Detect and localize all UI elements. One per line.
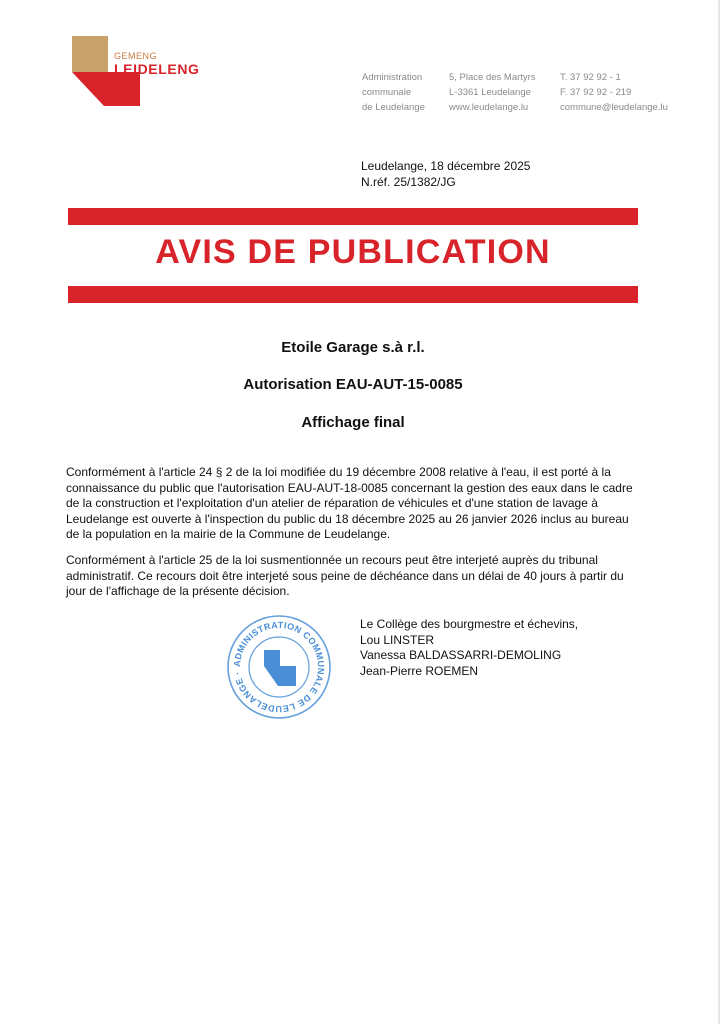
date-line: Leudelange, 18 décembre 2025 [361, 159, 531, 173]
body-paragraph-2: Conformément à l'article 25 de la loi susmentionnée un recours peut être interjeté auprès du tribunal administratif. Ce recours doit être interjeté sous peine de déchéance dans un délai de 40 jours à partir du jour de l'affichage de la présente décision. [66, 553, 624, 598]
banner-bar-top [68, 208, 638, 225]
date-reference-block [361, 158, 530, 190]
contact-phone-email [560, 70, 668, 115]
contact-line: de Leudelange [362, 102, 425, 113]
contact-administration [362, 70, 425, 115]
contact-fax: F. 37 92 92 - 219 [560, 87, 632, 98]
reference-line: N.réf. 25/1382/JG [361, 175, 456, 189]
contact-line: 5, Place des Martyrs [449, 72, 536, 83]
contact-phone: T. 37 92 92 - 1 [560, 72, 621, 83]
display-heading: Affichage final [301, 414, 405, 431]
signature-name: Vanessa BALDASSARRI-DEMOLING [360, 648, 562, 662]
commune-logo [72, 36, 242, 108]
contact-address [449, 70, 536, 115]
signature-name: Jean-Pierre ROEMEN [360, 663, 479, 678]
page-edge-shadow [718, 0, 720, 1024]
logo-text-gemeng: GEMENG [114, 51, 158, 61]
stamp-seal-icon [226, 614, 332, 720]
contact-line: L-3361 Leudelange [449, 87, 531, 98]
logo-text-leideleng: LEIDELENG [114, 61, 200, 77]
stamp-ring-text: ADMINISTRATION COMMUNALE DE LEUDELANGE · [231, 619, 327, 715]
signature-college: Le Collège des bourgmestre et échevins, [360, 617, 579, 631]
company-heading: Etoile Garage s.à r.l. [281, 339, 425, 356]
signature-name: Lou LINSTER [360, 632, 435, 647]
contact-email[interactable]: commune@leudelange.lu [560, 102, 668, 113]
contact-line: Administration [362, 72, 423, 83]
banner-bar-bottom [68, 286, 638, 303]
authorisation-heading: Autorisation EAU-AUT-15-0085 [243, 376, 463, 393]
body-paragraph-1: Conformément à l'article 24 § 2 de la loi modifiée du 19 décembre 2008 relative à l'eau, il est porté à la connaissance du public que l'autorisation EAU-AUT-18-0085 concernant la gestion des eaux dans le cadre de la construction et l'exploitation d'un atelier de réparation de véhicules et d'une station de lavage à Leudelange est ouverte à l'inspection du public du 18 décembre 2025 au 26 janvier 2026 inclus au bureau de la population en la mairie de la Commune de Leudelange. [66, 465, 633, 541]
contact-line: communale [362, 87, 412, 98]
official-stamp [226, 614, 332, 720]
contact-website[interactable]: www.leudelange.lu [449, 102, 529, 113]
signature-block [360, 617, 578, 679]
banner-title: AVIS DE PUBLICATION [155, 233, 551, 271]
